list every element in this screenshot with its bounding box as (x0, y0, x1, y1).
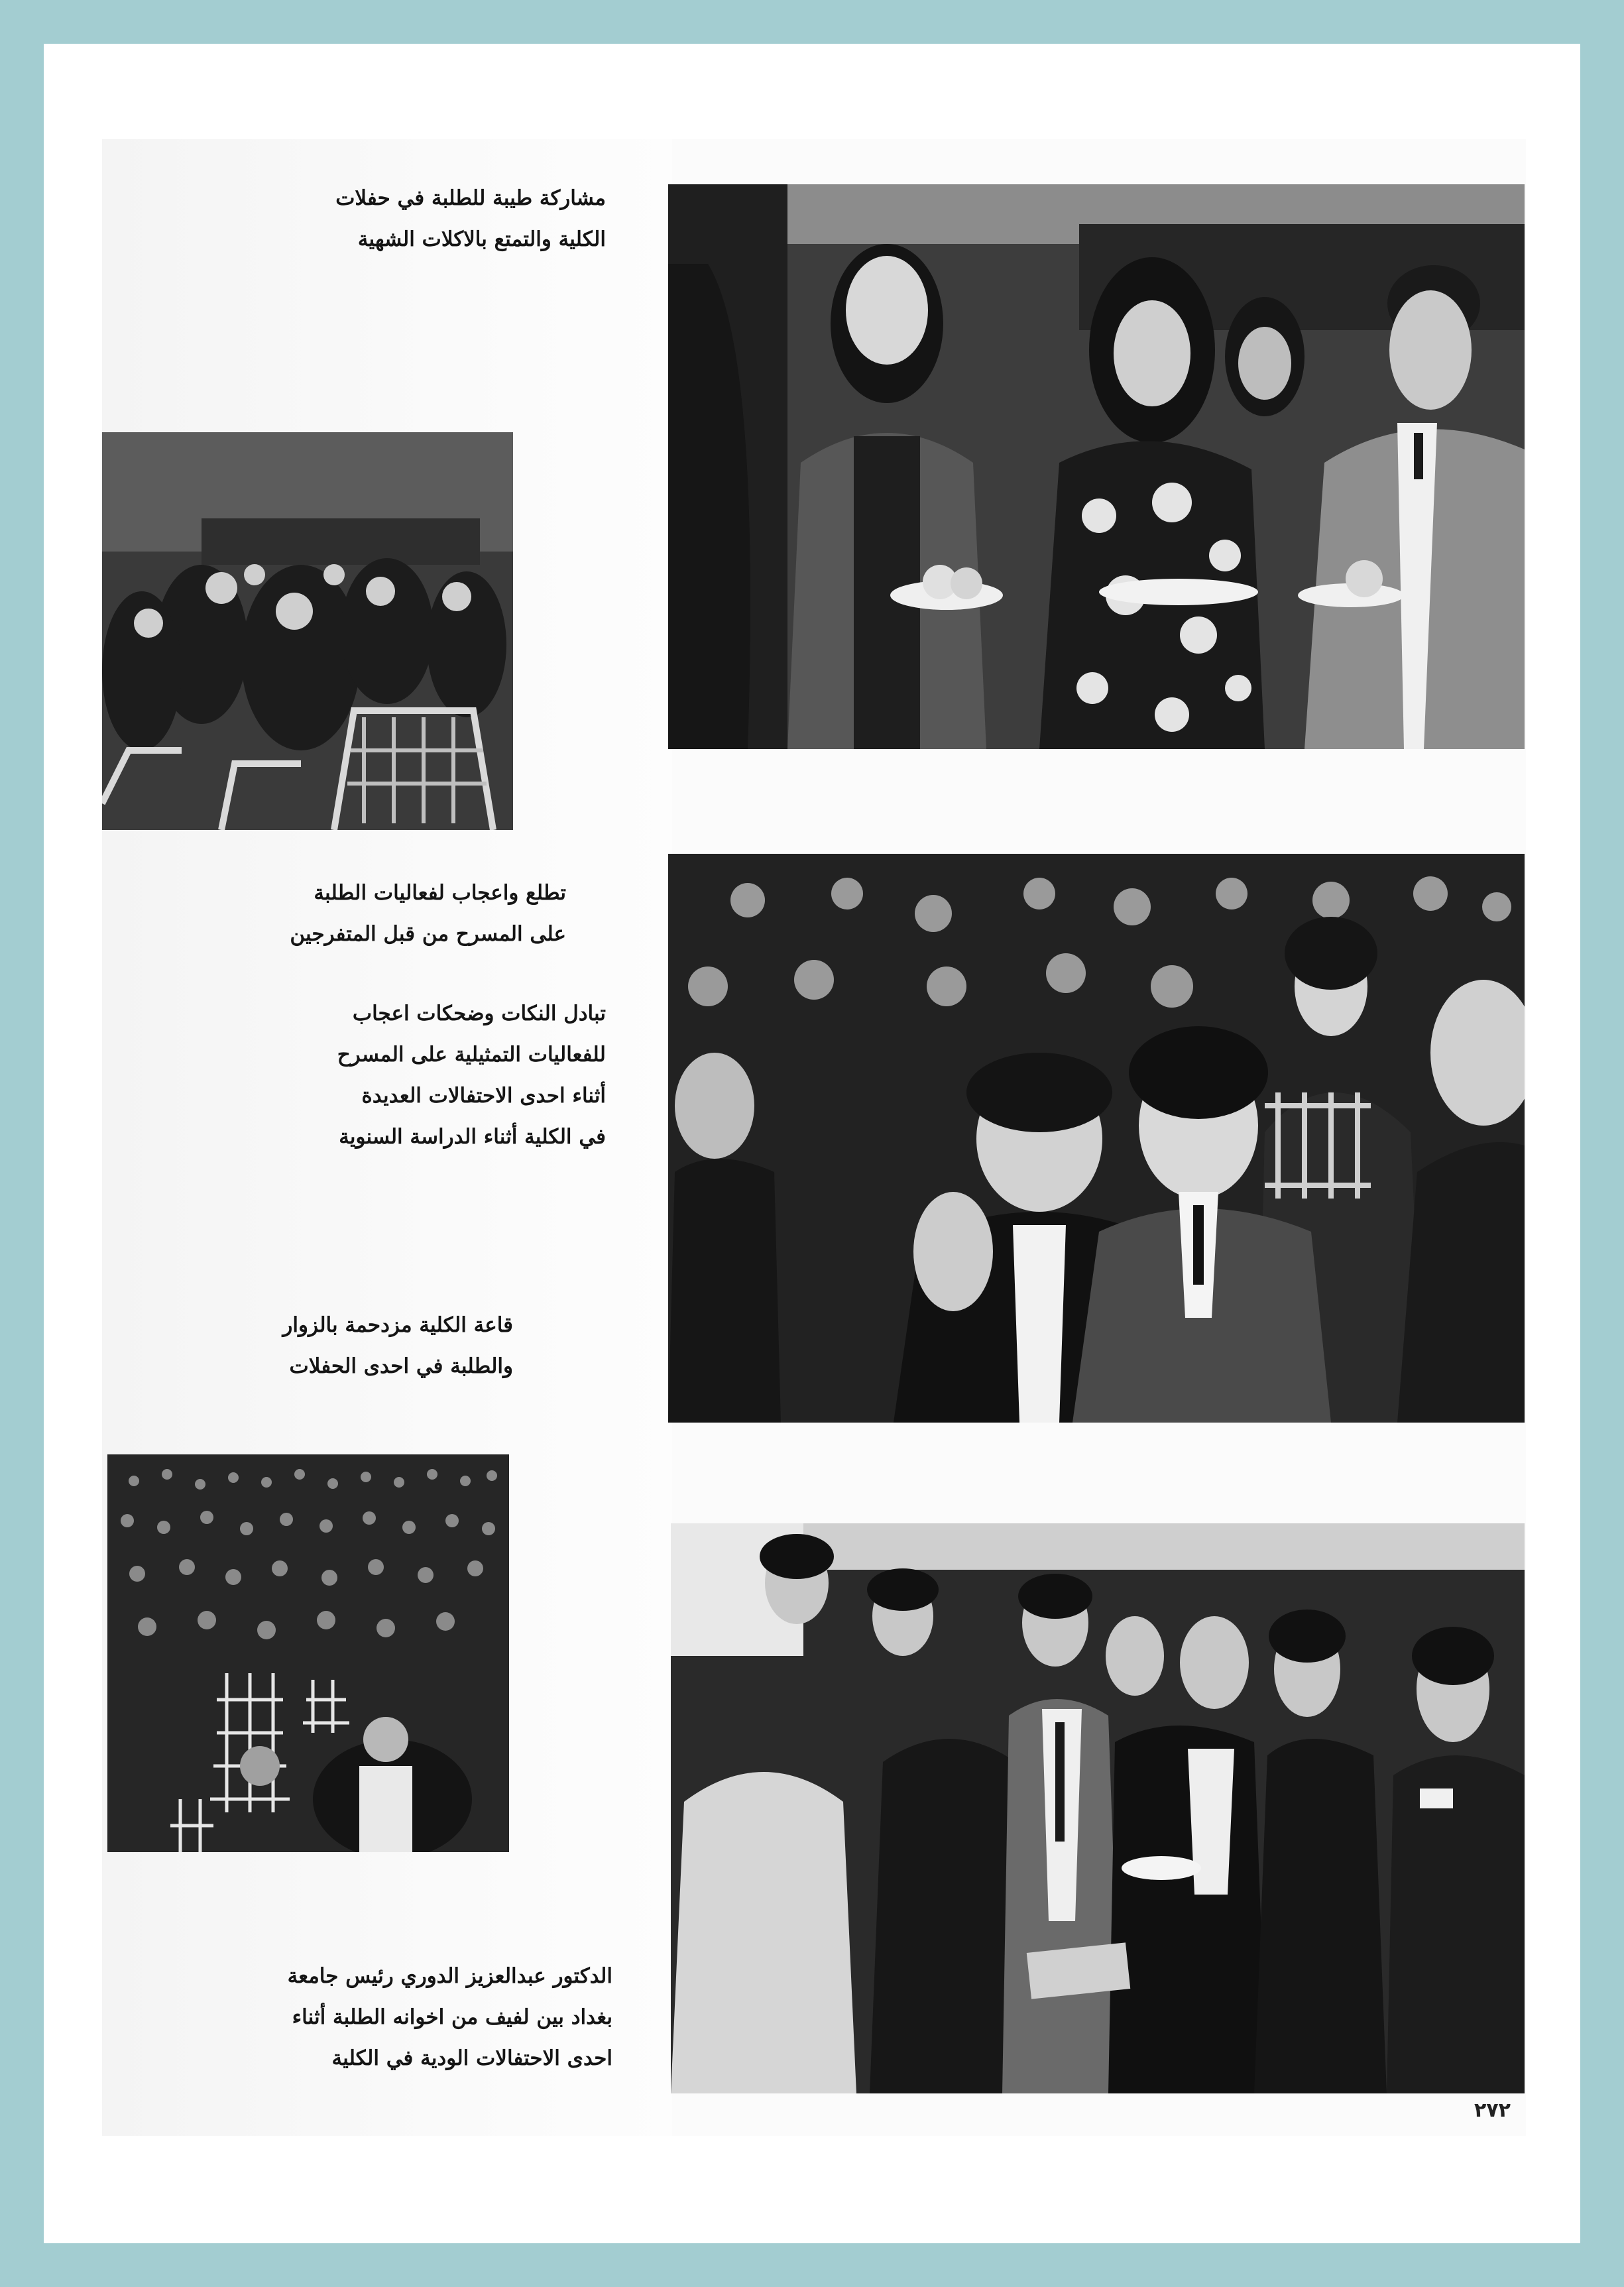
photo-students-food (668, 184, 1525, 749)
scanned-page (102, 139, 1526, 2136)
caption-line: على المسرح من قبل المتفرجين (290, 922, 566, 946)
caption-line: في الكلية أثناء الدراسة السنوية (339, 1125, 606, 1149)
caption-line: الدكتور عبدالعزيز الدوري رئيس جامعة (287, 1964, 612, 1988)
photo-president-students (671, 1523, 1525, 2093)
photo-laughing-audience (668, 854, 1525, 1423)
caption-food (294, 178, 606, 260)
caption-line: الكلية والتمتع بالاكلات الشهية (357, 227, 606, 251)
caption-line: مشاركة طيبة للطلبة في حفلات (335, 186, 606, 210)
photo-crowded-hall (107, 1454, 509, 1852)
caption-line: بغداد بين لفيف من اخوانه الطلبة أثناء (292, 2005, 612, 2029)
photo-seated-audience (102, 432, 513, 830)
caption-line: احدى الاحتفالات الودية في الكلية (331, 2046, 612, 2070)
caption-line: أثناء احدى الاحتفالات العديدة (361, 1084, 606, 1108)
caption-line: تبادل النكات وضحكات اعجاب (352, 1002, 606, 1026)
caption-line: قاعة الكلية مزدحمة بالزوار (282, 1313, 513, 1337)
page-frame (44, 44, 1580, 2243)
caption-hall (235, 1305, 513, 1387)
caption-president (228, 1956, 612, 2079)
caption-jokes (281, 993, 606, 1157)
caption-line: والطلبة في احدى الحفلات (289, 1354, 513, 1378)
caption-line: للفعاليات التمثيلية على المسرح (337, 1043, 606, 1067)
page-number: ٢٧٢ (1474, 2099, 1511, 2122)
caption-audience-watch (255, 872, 566, 955)
caption-line: تطلع واعجاب لفعاليات الطلبة (314, 881, 566, 905)
